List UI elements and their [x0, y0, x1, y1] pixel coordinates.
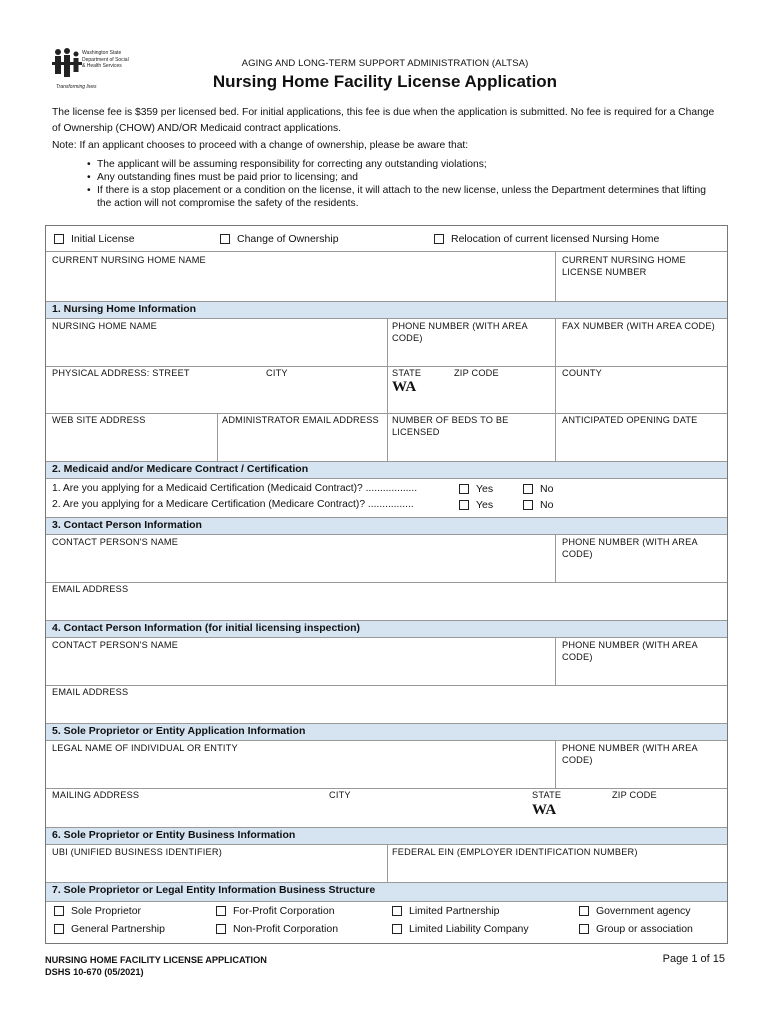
section-6-header: 6. Sole Proprietor or Entity Business Information — [46, 827, 727, 845]
mailing-state-value: WA — [532, 802, 557, 818]
general-partnership-checkbox[interactable]: General Partnership — [54, 923, 165, 935]
contact-phone-field[interactable]: PHONE NUMBER (WITH AREA CODE) — [562, 537, 698, 559]
inspection-contact-email-field[interactable]: EMAIL ADDRESS — [52, 687, 129, 697]
checkbox-box[interactable] — [54, 924, 64, 934]
agency-name: AGING AND LONG-TERM SUPPORT ADMINISTRATION (ALTSA) — [241, 58, 529, 69]
logo-line-1: Washington State — [82, 50, 122, 56]
footer-form-info — [45, 954, 267, 978]
section-7-header: 7. Sole Proprietor or Legal Entity Information Business Structure — [46, 882, 727, 902]
mailing-zip-field[interactable]: ZIP CODE — [612, 790, 657, 800]
checkbox-box[interactable] — [579, 906, 589, 916]
ein-field[interactable]: FEDERAL EIN (EMPLOYER IDENTIFICATION NUMBER) — [392, 847, 638, 857]
website-field[interactable]: WEB SITE ADDRESS — [52, 415, 146, 425]
inspection-contact-name-field[interactable]: CONTACT PERSON'S NAME — [52, 640, 179, 650]
checkbox-box[interactable] — [216, 906, 226, 916]
medicaid-no-checkbox[interactable]: No — [523, 483, 553, 495]
zip-field[interactable]: ZIP CODE — [454, 368, 499, 378]
admin-email-field[interactable]: ADMINISTRATOR EMAIL ADDRESS — [222, 415, 379, 425]
change-of-ownership-checkbox[interactable]: Change of Ownership — [220, 233, 339, 245]
checkbox-box[interactable] — [459, 500, 469, 510]
ubi-field[interactable]: UBI (UNIFIED BUSINESS IDENTIFIER) — [52, 847, 222, 857]
medicaid-question: 1. Are you applying for a Medicaid Certification (Medicaid Contract)? .................. — [52, 483, 418, 494]
entity-phone-field[interactable]: PHONE NUMBER (WITH AREA CODE) — [562, 743, 698, 765]
state-value: WA — [392, 379, 417, 395]
checkbox-box[interactable] — [54, 234, 64, 244]
mailing-city-field[interactable]: CITY — [329, 790, 351, 800]
checkbox-box[interactable] — [220, 234, 230, 244]
medicare-yes-checkbox[interactable]: Yes — [459, 499, 493, 511]
street-field[interactable]: PHYSICAL ADDRESS: STREET — [52, 368, 190, 378]
note-bullets — [87, 158, 722, 210]
logo-tagline: Transforming lives — [56, 84, 97, 90]
initial-license-checkbox[interactable]: Initial License — [54, 233, 135, 245]
footer-form-number: DSHS 10-670 (05/2021) — [45, 967, 144, 977]
contact-email-field[interactable]: EMAIL ADDRESS — [52, 584, 129, 594]
bullet-item: • If there is a stop placement or a condition on the license, it will attach to the new license, unless the Department determines that lifting the action will not compromise the safety of the residents. — [87, 184, 722, 210]
page-number: Page 1 of 15 — [662, 953, 725, 965]
checkbox-box[interactable] — [216, 924, 226, 934]
checkbox-box[interactable] — [434, 234, 444, 244]
form-title: Nursing Home Facility License Application — [212, 72, 558, 91]
checkbox-box[interactable] — [392, 906, 402, 916]
nursing-home-name-field[interactable]: NURSING HOME NAME — [52, 321, 157, 331]
section-5-header: 5. Sole Proprietor or Entity Application Information — [46, 723, 727, 741]
fax-field[interactable]: FAX NUMBER (WITH AREA CODE) — [562, 321, 715, 331]
logo-line-2: Department of Social — [82, 56, 129, 63]
llc-checkbox[interactable]: Limited Liability Company — [392, 923, 529, 935]
section-1-header: 1. Nursing Home Information — [46, 301, 727, 319]
checkbox-box[interactable] — [579, 924, 589, 934]
government-agency-checkbox[interactable]: Government agency — [579, 905, 691, 917]
bullet-item: • The applicant will be assuming responsibility for correcting any outstanding violations; — [87, 158, 722, 171]
section-3-header: 3. Contact Person Information — [46, 517, 727, 535]
non-profit-checkbox[interactable]: Non-Profit Corporation — [216, 923, 338, 935]
county-field[interactable]: COUNTY — [562, 368, 602, 378]
mailing-state-field[interactable]: STATE — [532, 790, 562, 800]
medicaid-yes-checkbox[interactable]: Yes — [459, 483, 493, 495]
checkbox-box[interactable] — [54, 906, 64, 916]
sole-proprietor-checkbox[interactable]: Sole Proprietor — [54, 905, 141, 917]
state-field[interactable]: STATE — [392, 368, 422, 378]
limited-partnership-checkbox[interactable]: Limited Partnership — [392, 905, 499, 917]
contact-name-field[interactable]: CONTACT PERSON'S NAME — [52, 537, 179, 547]
beds-field[interactable]: NUMBER OF BEDS TO BE LICENSED — [392, 415, 509, 437]
note-text: Note: If an applicant chooses to proceed with a change of ownership, please be aware that: — [52, 140, 469, 151]
medicare-question: 2. Are you applying for a Medicare Certification (Medicare Contract)? ................ — [52, 499, 414, 510]
group-association-checkbox[interactable]: Group or association — [579, 923, 693, 935]
inspection-contact-phone-field[interactable]: PHONE NUMBER (WITH AREA CODE) — [562, 640, 698, 662]
current-name-field[interactable]: CURRENT NURSING HOME NAME — [52, 255, 206, 265]
checkbox-box[interactable] — [523, 484, 533, 494]
footer-form-name: NURSING HOME FACILITY LICENSE APPLICATION — [45, 955, 267, 965]
current-license-field[interactable]: CURRENT NURSING HOME LICENSE NUMBER — [562, 255, 686, 277]
opening-date-field[interactable]: ANTICIPATED OPENING DATE — [562, 415, 698, 425]
logo-line-3: & Health Services — [82, 63, 122, 69]
phone-field[interactable]: PHONE NUMBER (WITH AREA CODE) — [392, 321, 528, 343]
bullet-item: • Any outstanding fines must be paid prior to licensing; and — [87, 171, 722, 184]
legal-name-field[interactable]: LEGAL NAME OF INDIVIDUAL OR ENTITY — [52, 743, 238, 753]
checkbox-box[interactable] — [459, 484, 469, 494]
fee-text: The license fee is $359 per licensed bed. For initial applications, this fee is due when the application is submitted. No fee is required for a Change of Ownership (CHOW) AND/OR Medicaid contract applications. — [52, 107, 715, 134]
section-2-header: 2. Medicaid and/or Medicare Contract / Certification — [46, 461, 727, 479]
application-form — [45, 225, 728, 944]
medicare-no-checkbox[interactable]: No — [523, 499, 553, 511]
relocation-checkbox[interactable]: Relocation of current licensed Nursing Home — [434, 233, 659, 245]
checkbox-box[interactable] — [523, 500, 533, 510]
city-field[interactable]: CITY — [266, 368, 288, 378]
section-4-header: 4. Contact Person Information (for initial licensing inspection) — [46, 620, 727, 638]
for-profit-checkbox[interactable]: For-Profit Corporation — [216, 905, 335, 917]
checkbox-box[interactable] — [392, 924, 402, 934]
mailing-address-field[interactable]: MAILING ADDRESS — [52, 790, 140, 800]
